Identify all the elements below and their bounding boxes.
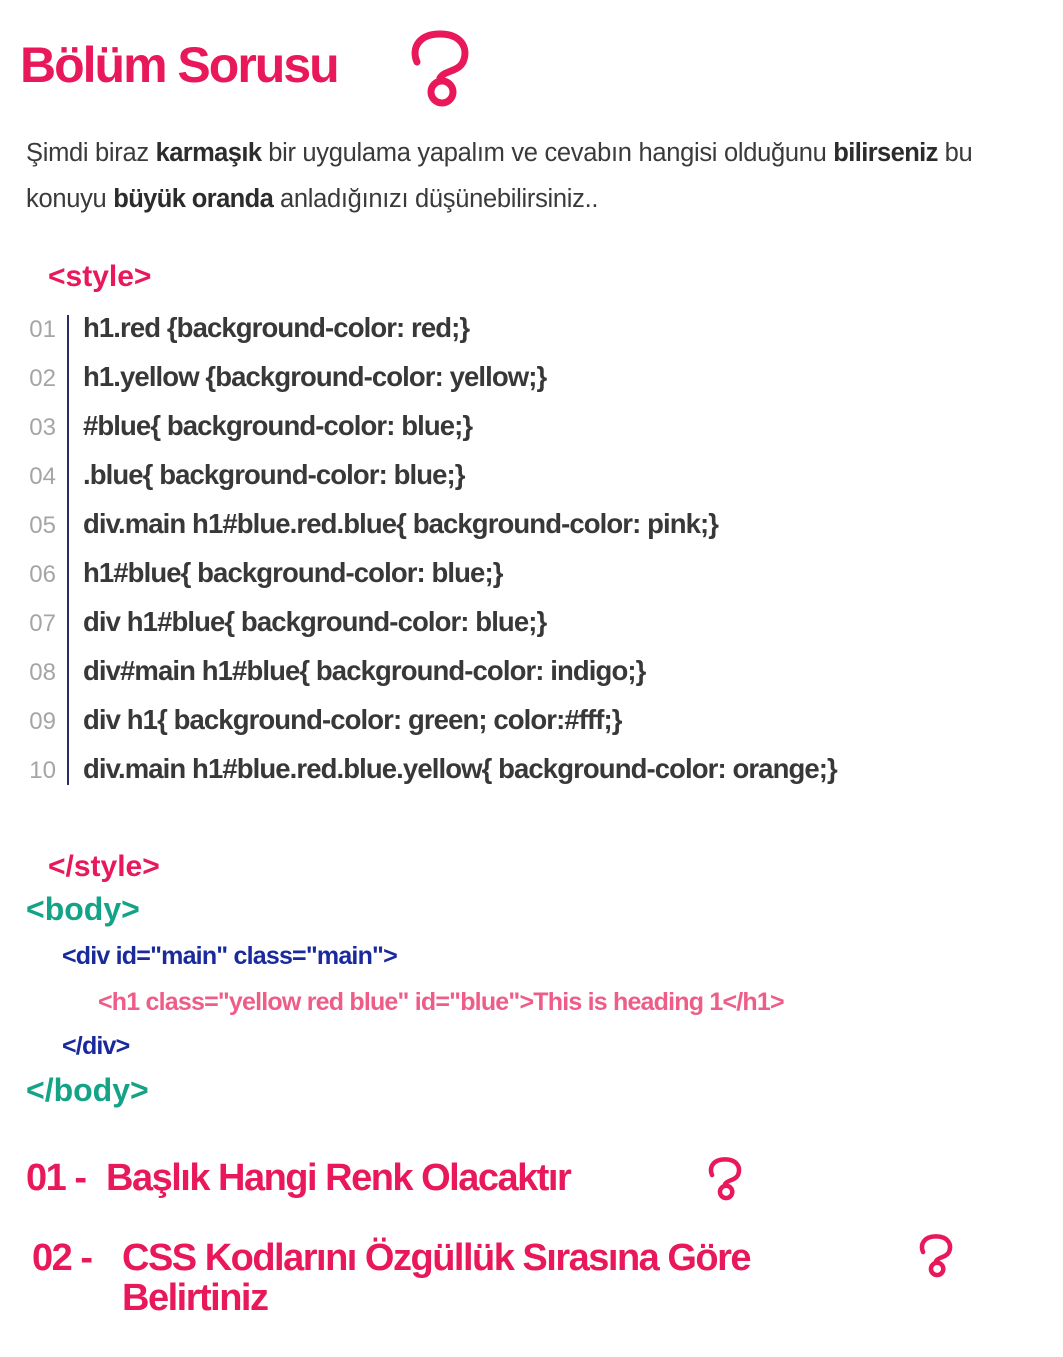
question-mark-icon bbox=[916, 1233, 956, 1279]
intro-text: bir uygulama yapalım ve cevabın hangisi olduğunu bbox=[261, 139, 834, 167]
div-close-tag: </div> bbox=[62, 1032, 130, 1060]
code-line bbox=[0, 355, 1063, 404]
intro-text: bu konuyu bbox=[26, 139, 973, 213]
line-number: 04 bbox=[29, 463, 56, 490]
div-open-tag: <div id="main" class="main"> bbox=[62, 942, 397, 970]
question-mark-icon bbox=[705, 1156, 745, 1202]
style-close-tag: </style> bbox=[48, 850, 160, 883]
question-1-number: 01 - bbox=[26, 1157, 86, 1199]
code-line bbox=[0, 551, 1063, 600]
question-2-number: 02 - bbox=[32, 1237, 92, 1279]
code-text: div.main h1#blue.red.blue{ background-color: pink;} bbox=[83, 508, 719, 539]
page-title: Bölüm Sorusu bbox=[20, 37, 338, 93]
intro-text: anladığınızı düşünebilirsiniz.. bbox=[273, 185, 599, 213]
body-close-tag: </body> bbox=[26, 1072, 149, 1108]
code-text: div h1{ background-color: green; color:#fff;} bbox=[83, 704, 622, 735]
code-text: #blue{ background-color: blue;} bbox=[83, 410, 473, 441]
line-number: 03 bbox=[29, 414, 56, 441]
code-line bbox=[0, 698, 1063, 747]
code-line bbox=[0, 502, 1063, 551]
code-line bbox=[0, 649, 1063, 698]
code-text: h1.yellow {background-color: yellow;} bbox=[83, 361, 547, 392]
code-text: .blue{ background-color: blue;} bbox=[83, 459, 465, 490]
code-text: h1#blue{ background-color: blue;} bbox=[83, 557, 503, 588]
line-number: 10 bbox=[29, 757, 56, 784]
question-mark-icon bbox=[405, 28, 475, 110]
code-text: div h1#blue{ background-color: blue;} bbox=[83, 606, 547, 637]
question-1-text: Başlık Hangi Renk Olacaktır bbox=[106, 1157, 571, 1199]
question-2 bbox=[32, 1236, 1032, 1326]
line-number: 07 bbox=[29, 610, 56, 637]
line-number: 08 bbox=[29, 659, 56, 686]
code-line bbox=[0, 747, 1063, 796]
h1-element-line: <h1 class="yellow red blue" id="blue">This is heading 1</h1> bbox=[98, 988, 784, 1016]
question-2-text: CSS Kodlarını Özgüllük Sırasına Göre bbox=[122, 1237, 751, 1279]
code-text: h1.red {background-color: red;} bbox=[83, 312, 470, 343]
code-text: div#main h1#blue{ background-color: indigo;} bbox=[83, 655, 646, 686]
line-number: 09 bbox=[29, 708, 56, 735]
intro-emphasis: bilirseniz bbox=[833, 139, 938, 167]
line-number: 06 bbox=[29, 561, 56, 588]
code-line bbox=[0, 600, 1063, 649]
intro-emphasis: büyük oranda bbox=[113, 185, 274, 213]
style-open-tag: <style> bbox=[48, 260, 152, 293]
code-line bbox=[0, 306, 1063, 355]
line-number: 02 bbox=[29, 365, 56, 392]
code-line bbox=[0, 453, 1063, 502]
line-number: 01 bbox=[29, 316, 56, 343]
question-1 bbox=[26, 1156, 1026, 1206]
intro-text: Şimdi biraz bbox=[26, 139, 156, 167]
line-number: 05 bbox=[29, 512, 56, 539]
code-text: div.main h1#blue.red.blue.yellow{ background-color: orange;} bbox=[83, 753, 837, 784]
body-open-tag: <body> bbox=[26, 891, 140, 927]
code-line bbox=[0, 404, 1063, 453]
question-2-text-line2: Belirtiniz bbox=[122, 1277, 268, 1319]
intro-emphasis: karmaşık bbox=[155, 139, 262, 167]
intro-paragraph bbox=[26, 130, 1056, 222]
